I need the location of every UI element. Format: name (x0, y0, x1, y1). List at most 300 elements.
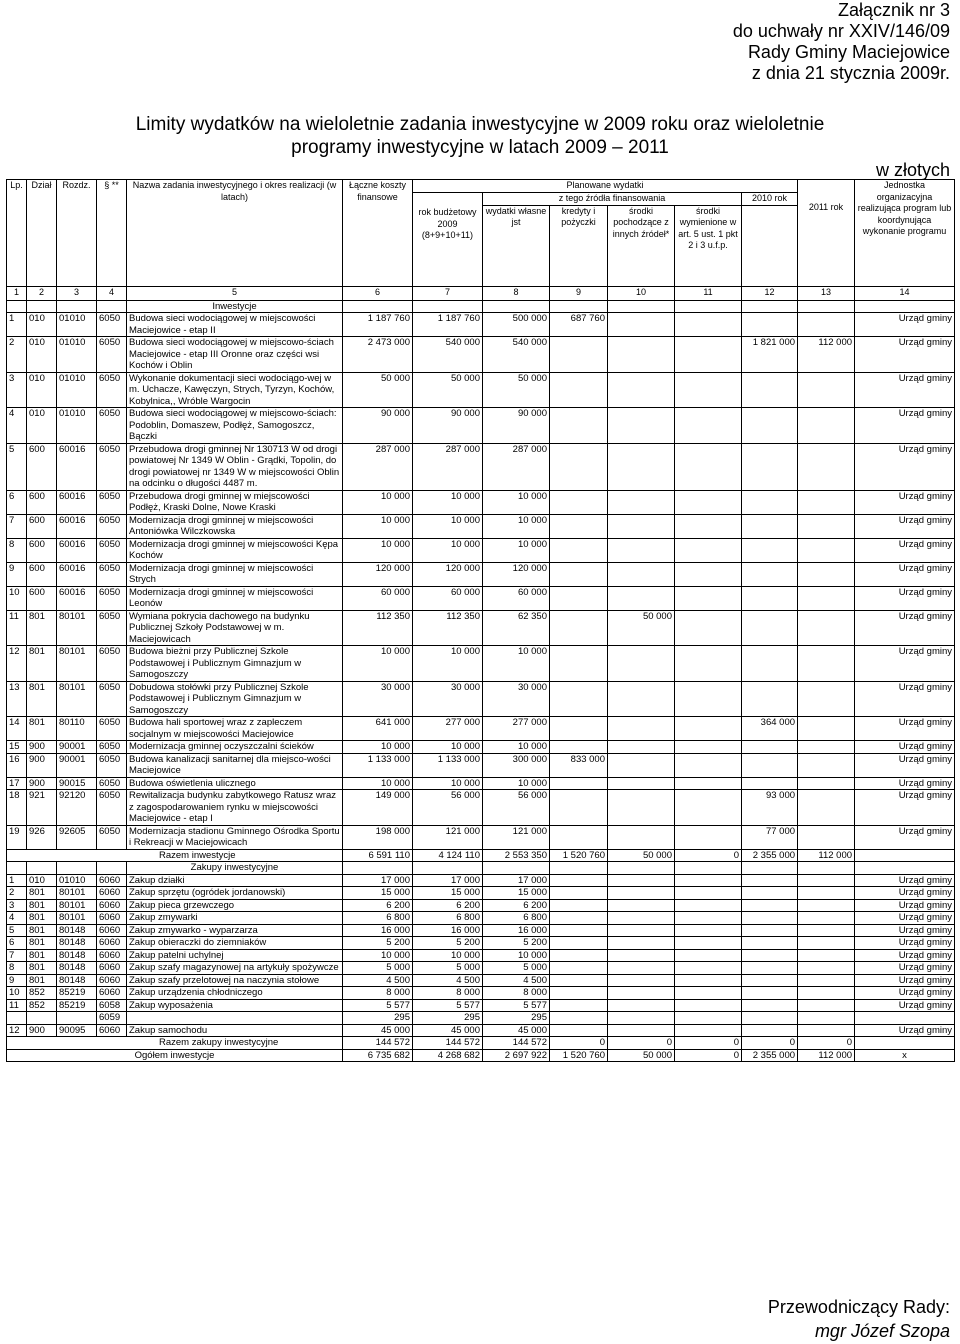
cell-total: 15 000 (343, 887, 413, 900)
header-task-name: Nazwa zadania inwestycyjnego i okres realizacji (w latach) (127, 180, 343, 287)
cell-other (608, 443, 675, 490)
header-year-2011-spacer: 2011 rok (798, 180, 855, 287)
empty-cell (742, 300, 798, 313)
empty-cell (483, 862, 550, 875)
cell-own: 10 000 (483, 490, 550, 514)
cell-dzial: 926 (27, 825, 57, 849)
column-number: 8 (483, 286, 550, 300)
cell-total: 5 200 (343, 937, 413, 950)
cell-own: 50 000 (483, 372, 550, 408)
cell-lp: 11 (7, 610, 27, 646)
cell-2011 (798, 790, 855, 826)
cell-2011 (798, 753, 855, 777)
cell-org-unit: Urząd gminy (855, 681, 955, 717)
header-planned: Planowane wydatki (413, 180, 798, 193)
cell-total: 60 000 (343, 586, 413, 610)
title-line-2: programy inwestycyjne w latach 2009 – 2011 (291, 137, 669, 158)
cell-2011 (798, 610, 855, 646)
cell-paragraph: 6050 (97, 408, 127, 444)
cell-2010 (742, 974, 798, 987)
cell-task-name: Zakup sprzętu (ogródek jordanowski) (127, 887, 343, 900)
cell-credits (550, 999, 608, 1012)
cell-paragraph: 6050 (97, 514, 127, 538)
table-row (7, 999, 955, 1012)
cell-org-unit: Urząd gminy (855, 790, 955, 826)
cell-rozdz: 80101 (57, 899, 97, 912)
cell-other (608, 681, 675, 717)
column-number: 2 (27, 286, 57, 300)
cell-rozdz: 80101 (57, 681, 97, 717)
table-row (7, 874, 955, 887)
cell-other (608, 646, 675, 682)
cell-budget-year: 10 000 (413, 949, 483, 962)
header-2010: 2010 rok (742, 193, 798, 206)
column-number: 5 (127, 286, 343, 300)
cell-lp: 18 (7, 790, 27, 826)
cell-other (608, 490, 675, 514)
cell-total: 5 000 (343, 962, 413, 975)
cell-dzial: 600 (27, 443, 57, 490)
cell-2010 (742, 490, 798, 514)
cell-own: 10 000 (483, 777, 550, 790)
empty-cell (7, 300, 27, 313)
cell-ufp (675, 962, 742, 975)
cell-budget-year: 50 000 (413, 372, 483, 408)
sum-row (7, 1049, 955, 1062)
empty-cell (608, 300, 675, 313)
cell-other (608, 962, 675, 975)
cell-paragraph: 6060 (97, 987, 127, 1000)
cell-other (608, 1012, 675, 1025)
cell-credits (550, 1024, 608, 1037)
cell-budget-year: 5 200 (413, 937, 483, 950)
header-rozdz: Rozdz. (57, 180, 97, 287)
cell-paragraph: 6050 (97, 443, 127, 490)
sum-unit (855, 1037, 955, 1050)
cell-org-unit: Urząd gminy (855, 999, 955, 1012)
cell-task-name: Budowa sieci wodociągowej w miejscowo-ściach Maciejowice - etap III Oronne oraz części wsi Kochów i Oblin (127, 337, 343, 373)
cell-task-name: Budowa sieci wodociągowej w miejscowo-ściach: Podoblin, Domaszew, Podłęż, Samogoszcz, Bączki (127, 408, 343, 444)
cell-rozdz: 85219 (57, 999, 97, 1012)
column-number: 11 (675, 286, 742, 300)
cell-dzial: 801 (27, 974, 57, 987)
cell-dzial: 801 (27, 646, 57, 682)
cell-own: 10 000 (483, 949, 550, 962)
table-row (7, 937, 955, 950)
cell-other (608, 987, 675, 1000)
signature-name: mgr Józef Szopa (814, 1321, 950, 1341)
cell-credits (550, 790, 608, 826)
cell-task-name: Zakup działki (127, 874, 343, 887)
sum-total: 144 572 (343, 1037, 413, 1050)
cell-2010: 77 000 (742, 825, 798, 849)
cell-2011 (798, 1012, 855, 1025)
cell-own: 500 000 (483, 313, 550, 337)
cell-budget-year: 287 000 (413, 443, 483, 490)
cell-lp: 16 (7, 753, 27, 777)
attachment-line-2: do uchwały nr XXIV/146/09 (732, 21, 950, 41)
cell-credits (550, 646, 608, 682)
cell-other (608, 562, 675, 586)
cell-other (608, 887, 675, 900)
cell-2011 (798, 313, 855, 337)
cell-task-name: Budowa bieżni przy Publicznej Szkole Podstawowej i Publicznym Gimnazjum w Samogoszczy (127, 646, 343, 682)
cell-org-unit: Urząd gminy (855, 1024, 955, 1037)
cell-total: 287 000 (343, 443, 413, 490)
cell-2011 (798, 777, 855, 790)
cell-2010 (742, 887, 798, 900)
sum-own: 2 697 922 (483, 1049, 550, 1062)
cell-credits (550, 937, 608, 950)
cell-rozdz: 80148 (57, 974, 97, 987)
cell-2010 (742, 899, 798, 912)
cell-task-name: Dobudowa stołówki przy Publicznej Szkole Podstawowej i Publicznym Gimnazjum w Samogoszczy (127, 681, 343, 717)
cell-ufp (675, 790, 742, 826)
cell-credits (550, 887, 608, 900)
cell-ufp (675, 717, 742, 741)
cell-2011 (798, 538, 855, 562)
section-row (7, 300, 955, 313)
cell-credits (550, 514, 608, 538)
cell-2011 (798, 974, 855, 987)
cell-paragraph: 6060 (97, 1024, 127, 1037)
cell-paragraph: 6050 (97, 538, 127, 562)
column-number: 1 (7, 286, 27, 300)
cell-other (608, 825, 675, 849)
cell-own: 4 500 (483, 974, 550, 987)
attachment-line-3: Rady Gminy Maciejowice (747, 42, 950, 62)
cell-credits (550, 777, 608, 790)
sum-cred: 1 520 760 (550, 849, 608, 862)
cell-credits: 687 760 (550, 313, 608, 337)
column-number: 9 (550, 286, 608, 300)
cell-task-name (127, 1012, 343, 1025)
cell-other (608, 337, 675, 373)
cell-org-unit: Urząd gminy (855, 741, 955, 754)
empty-cell (57, 862, 97, 875)
cell-other: 50 000 (608, 610, 675, 646)
column-number-row (7, 286, 955, 300)
cell-task-name: Zakup patelni uchylnej (127, 949, 343, 962)
cell-2010 (742, 586, 798, 610)
cell-org-unit: Urząd gminy (855, 887, 955, 900)
sum-unit: x (855, 1049, 955, 1062)
cell-ufp (675, 937, 742, 950)
cell-budget-year: 1 187 760 (413, 313, 483, 337)
cell-org-unit: Urząd gminy (855, 646, 955, 682)
cell-lp: 7 (7, 514, 27, 538)
cell-dzial: 801 (27, 717, 57, 741)
cell-other (608, 313, 675, 337)
cell-total: 5 577 (343, 999, 413, 1012)
empty-cell (343, 300, 413, 313)
cell-org-unit: Urząd gminy (855, 313, 955, 337)
cell-total: 295 (343, 1012, 413, 1025)
cell-dzial: 921 (27, 790, 57, 826)
empty-cell (27, 862, 57, 875)
header-sources: z tego źródła finansowania (483, 193, 742, 206)
cell-2010 (742, 408, 798, 444)
cell-lp: 4 (7, 408, 27, 444)
cell-2011 (798, 408, 855, 444)
cell-2011 (798, 874, 855, 887)
cell-own: 15 000 (483, 887, 550, 900)
cell-task-name: Budowa kanalizacji sanitarnej dla miejsco-wości Maciejowice (127, 753, 343, 777)
cell-lp: 2 (7, 887, 27, 900)
cell-own: 62 350 (483, 610, 550, 646)
cell-own: 6 200 (483, 899, 550, 912)
cell-paragraph: 6050 (97, 790, 127, 826)
table-row (7, 514, 955, 538)
cell-lp: 10 (7, 987, 27, 1000)
cell-lp: 8 (7, 538, 27, 562)
cell-budget-year: 112 350 (413, 610, 483, 646)
cell-budget-year: 5 000 (413, 962, 483, 975)
cell-org-unit: Urząd gminy (855, 372, 955, 408)
cell-paragraph: 6050 (97, 741, 127, 754)
table-row (7, 777, 955, 790)
cell-own: 5 200 (483, 937, 550, 950)
cell-task-name: Zakup urządzenia chłodniczego (127, 987, 343, 1000)
cell-own: 287 000 (483, 443, 550, 490)
table-row (7, 790, 955, 826)
sum-ufp: 0 (675, 1037, 742, 1050)
section-label: Inwestycje (127, 300, 343, 313)
cell-org-unit: Urząd gminy (855, 912, 955, 925)
cell-credits (550, 562, 608, 586)
cell-2011 (798, 937, 855, 950)
cell-dzial: 010 (27, 408, 57, 444)
cell-2011 (798, 490, 855, 514)
sum-rok: 4 124 110 (413, 849, 483, 862)
cell-rozdz: 90015 (57, 777, 97, 790)
cell-own: 17 000 (483, 874, 550, 887)
cell-budget-year: 60 000 (413, 586, 483, 610)
cell-org-unit: Urząd gminy (855, 899, 955, 912)
cell-rozdz: 60016 (57, 586, 97, 610)
cell-lp: 14 (7, 717, 27, 741)
cell-dzial: 900 (27, 741, 57, 754)
table-row (7, 899, 955, 912)
cell-2010 (742, 924, 798, 937)
header-budget-year: rok budżetowy 2009 (8+9+10+11) (413, 193, 483, 287)
cell-own: 121 000 (483, 825, 550, 849)
cell-ufp (675, 514, 742, 538)
cell-total: 10 000 (343, 490, 413, 514)
header-own: wydatki własne jst (483, 205, 550, 286)
cell-2011 (798, 586, 855, 610)
currency-unit: w złotych (875, 160, 950, 180)
cell-2011 (798, 681, 855, 717)
header-2010-body (742, 205, 798, 286)
cell-org-unit: Urząd gminy (855, 337, 955, 373)
empty-cell (413, 862, 483, 875)
cell-budget-year: 10 000 (413, 777, 483, 790)
cell-ufp (675, 538, 742, 562)
cell-rozdz: 60016 (57, 538, 97, 562)
empty-cell (608, 862, 675, 875)
empty-cell (413, 300, 483, 313)
cell-credits (550, 825, 608, 849)
cell-2011 (798, 717, 855, 741)
header-total-cost: Łączne koszty finansowe (343, 180, 413, 287)
cell-rozdz: 80148 (57, 924, 97, 937)
cell-task-name: Zakup obieraczki do ziemniaków (127, 937, 343, 950)
cell-org-unit: Urząd gminy (855, 490, 955, 514)
table-row (7, 753, 955, 777)
sum-cred: 1 520 760 (550, 1049, 608, 1062)
cell-rozdz: 90095 (57, 1024, 97, 1037)
cell-total: 10 000 (343, 646, 413, 682)
cell-2010: 1 821 000 (742, 337, 798, 373)
table-body (7, 286, 955, 1062)
cell-paragraph: 6059 (97, 1012, 127, 1025)
cell-own: 120 000 (483, 562, 550, 586)
cell-ufp (675, 912, 742, 925)
cell-paragraph: 6058 (97, 999, 127, 1012)
cell-total: 1 133 000 (343, 753, 413, 777)
column-number: 7 (413, 286, 483, 300)
cell-2010 (742, 681, 798, 717)
table-row (7, 610, 955, 646)
cell-credits (550, 538, 608, 562)
cell-budget-year: 5 577 (413, 999, 483, 1012)
cell-lp: 13 (7, 681, 27, 717)
cell-total: 120 000 (343, 562, 413, 586)
cell-2010 (742, 962, 798, 975)
cell-rozdz: 80101 (57, 912, 97, 925)
cell-ufp (675, 646, 742, 682)
cell-paragraph: 6060 (97, 962, 127, 975)
empty-cell (675, 300, 742, 313)
cell-total: 45 000 (343, 1024, 413, 1037)
cell-own: 60 000 (483, 586, 550, 610)
cell-total: 10 000 (343, 741, 413, 754)
cell-2011 (798, 962, 855, 975)
table-row (7, 443, 955, 490)
cell-credits (550, 443, 608, 490)
table-row (7, 337, 955, 373)
empty-cell (7, 862, 27, 875)
cell-rozdz: 80101 (57, 610, 97, 646)
cell-own: 10 000 (483, 538, 550, 562)
sum-y11: 112 000 (798, 849, 855, 862)
sum-own: 144 572 (483, 1037, 550, 1050)
cell-paragraph: 6060 (97, 937, 127, 950)
attachment-line-4: z dnia 21 stycznia 2009r. (751, 63, 950, 83)
cell-paragraph: 6050 (97, 646, 127, 682)
cell-credits (550, 681, 608, 717)
cell-ufp (675, 681, 742, 717)
cell-other (608, 586, 675, 610)
column-number: 3 (57, 286, 97, 300)
cell-budget-year: 4 500 (413, 974, 483, 987)
table-row (7, 717, 955, 741)
table-row (7, 372, 955, 408)
cell-ufp (675, 924, 742, 937)
cell-dzial: 010 (27, 337, 57, 373)
cell-budget-year: 277 000 (413, 717, 483, 741)
empty-cell (550, 300, 608, 313)
cell-task-name: Budowa sieci wodociągowej w miejscowości Maciejowice - etap II (127, 313, 343, 337)
cell-other (608, 1024, 675, 1037)
cell-total: 17 000 (343, 874, 413, 887)
cell-task-name: Zakup wyposażenia (127, 999, 343, 1012)
cell-rozdz: 60016 (57, 514, 97, 538)
cell-total: 198 000 (343, 825, 413, 849)
cell-own: 6 800 (483, 912, 550, 925)
cell-paragraph: 6050 (97, 777, 127, 790)
cell-paragraph: 6050 (97, 313, 127, 337)
table-row (7, 490, 955, 514)
cell-2010 (742, 949, 798, 962)
sum-oth: 50 000 (608, 849, 675, 862)
cell-dzial: 600 (27, 562, 57, 586)
cell-budget-year: 17 000 (413, 874, 483, 887)
cell-dzial: 900 (27, 753, 57, 777)
cell-rozdz: 60016 (57, 562, 97, 586)
cell-dzial: 801 (27, 610, 57, 646)
cell-budget-year: 10 000 (413, 538, 483, 562)
cell-own: 5 000 (483, 962, 550, 975)
cell-other (608, 538, 675, 562)
cell-total: 1 187 760 (343, 313, 413, 337)
cell-paragraph: 6060 (97, 924, 127, 937)
cell-rozdz: 90001 (57, 741, 97, 754)
cell-2010 (742, 514, 798, 538)
table-row (7, 912, 955, 925)
cell-org-unit: Urząd gminy (855, 586, 955, 610)
cell-rozdz: 90001 (57, 753, 97, 777)
cell-ufp (675, 874, 742, 887)
cell-2011 (798, 887, 855, 900)
cell-org-unit: Urząd gminy (855, 874, 955, 887)
cell-lp: 3 (7, 899, 27, 912)
cell-dzial: 600 (27, 490, 57, 514)
cell-credits (550, 490, 608, 514)
header-dzial: Dział (27, 180, 57, 287)
cell-total: 16 000 (343, 924, 413, 937)
cell-ufp (675, 586, 742, 610)
cell-lp: 5 (7, 924, 27, 937)
cell-other (608, 899, 675, 912)
cell-budget-year: 30 000 (413, 681, 483, 717)
sum-rok: 4 268 682 (413, 1049, 483, 1062)
cell-lp: 5 (7, 443, 27, 490)
cell-lp: 4 (7, 912, 27, 925)
cell-dzial: 900 (27, 777, 57, 790)
cell-task-name: Przebudowa drogi gminnej w miejscowości Podłęż, Kraski Dolne, Nowe Kraski (127, 490, 343, 514)
cell-task-name: Zakup zmywarki (127, 912, 343, 925)
cell-own: 10 000 (483, 741, 550, 754)
sum-cred: 0 (550, 1037, 608, 1050)
cell-rozdz: 92120 (57, 790, 97, 826)
cell-credits (550, 962, 608, 975)
cell-org-unit: Urząd gminy (855, 962, 955, 975)
cell-rozdz: 92605 (57, 825, 97, 849)
cell-org-unit: Urząd gminy (855, 538, 955, 562)
cell-2011: 112 000 (798, 337, 855, 373)
cell-budget-year: 90 000 (413, 408, 483, 444)
sum-y11: 112 000 (798, 1049, 855, 1062)
cell-paragraph: 6060 (97, 949, 127, 962)
cell-task-name: Zakup szafy przelotowej na naczynia stołowe (127, 974, 343, 987)
cell-org-unit: Urząd gminy (855, 753, 955, 777)
cell-2010 (742, 1012, 798, 1025)
cell-task-name: Modernizacja drogi gminnej w miejscowości Leonów (127, 586, 343, 610)
cell-total: 50 000 (343, 372, 413, 408)
attachment-header (450, 0, 950, 84)
